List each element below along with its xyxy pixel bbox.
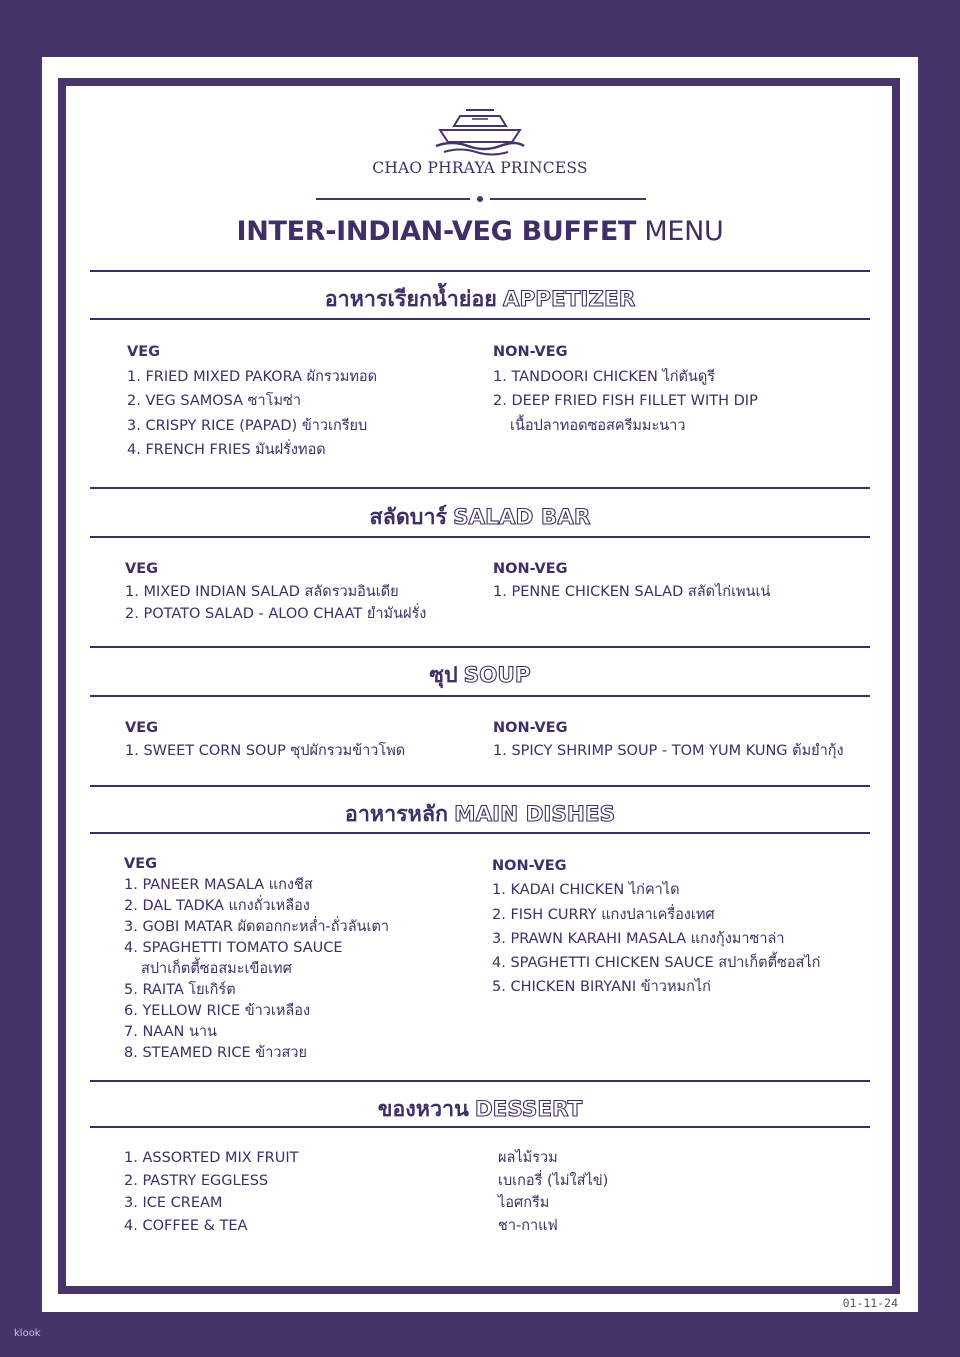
list-item: 8. STEAMED RICE ข้าวสวย — [124, 1045, 307, 1061]
list-item: 1. KADAI CHICKEN ไก่คาได — [492, 882, 680, 899]
column-head: NON-VEG — [493, 720, 568, 736]
list-item: 2. POTATO SALAD - ALOO CHAAT ยำมันฝรั่ง — [125, 606, 427, 622]
list-item: 5. CHICKEN BIRYANI ข้าวหมกไก่ — [492, 979, 711, 996]
list-item: 1. PENNE CHICKEN SALAD สลัดไก่เพนเน่ — [493, 583, 771, 600]
list-item: 5. RAITA โยเกิร์ต — [124, 982, 236, 998]
section-thai: สลัดบาร์ — [369, 505, 448, 530]
list-item: 3. ICE CREAM — [124, 1195, 223, 1211]
column-head: VEG — [125, 561, 159, 577]
column-head: NON-VEG — [493, 344, 568, 360]
list-item: 7. NAAN นาน — [124, 1024, 217, 1040]
list-item: 4. FRENCH FRIES มันฝรั่งทอด — [127, 442, 326, 458]
list-item: 4. SPAGHETTI CHICKEN SAUCE สปาเก็ตตี้ซอสไก่ — [492, 955, 821, 972]
menu-title — [0, 216, 960, 247]
column-head: VEG — [124, 856, 158, 872]
appetizer-veg-column — [127, 340, 377, 463]
list-item: 2. VEG SAMOSA ซาโมซ่า — [127, 393, 301, 409]
list-item-sub: เนื้อปลาทอดซอสครีมมะนาว — [510, 417, 686, 434]
divider — [90, 487, 870, 489]
dessert-th-column — [498, 1147, 608, 1237]
divider — [90, 1126, 870, 1128]
brand-rule-right — [490, 198, 646, 200]
section-thai: ของหวาน — [377, 1097, 469, 1122]
list-item: ผลไม้รวม — [498, 1150, 558, 1166]
salad-veg-column — [125, 558, 426, 626]
divider — [90, 785, 870, 787]
brand-header — [0, 106, 960, 177]
brand-rule-left — [316, 198, 470, 200]
list-item: 2. FISH CURRY แกงปลาเครื่องเทศ — [492, 906, 715, 923]
menu-date: 01-11-24 — [842, 1296, 898, 1310]
list-item: 1. MIXED INDIAN SALAD สลัดรวมอินเดีย — [125, 583, 399, 600]
brand-dot — [477, 196, 483, 202]
column-head: VEG — [125, 720, 159, 736]
list-item: 3. GOBI MATAR ผัดดอกกะหล่ำ-ถั่วลันเตา — [124, 919, 390, 935]
section-title-main — [0, 797, 960, 831]
column-head: VEG — [127, 344, 161, 360]
section-title-salad — [0, 500, 960, 534]
divider — [90, 1080, 870, 1082]
menu-title-regular: MENU — [644, 216, 724, 247]
section-thai: อาหารเรียกน้ำย่อย — [324, 287, 497, 312]
soup-nonveg-column — [493, 717, 844, 762]
dessert-en-column — [124, 1147, 299, 1237]
main-nonveg-column — [492, 854, 820, 1000]
list-item: 2. DEEP FRIED FISH FILLET WITH DIP — [493, 393, 758, 409]
section-thai: ซุป — [429, 663, 458, 688]
divider — [90, 832, 870, 834]
divider — [90, 318, 870, 320]
main-veg-column — [124, 854, 389, 1064]
column-head: NON-VEG — [493, 561, 568, 577]
list-item: เบเกอรี่ (ไม่ใส่ไข่) — [498, 1172, 609, 1189]
boat-logo-icon — [432, 106, 528, 156]
list-item: 1. PANEER MASALA แกงชีส — [124, 877, 313, 893]
divider — [90, 646, 870, 648]
column-head: NON-VEG — [492, 858, 567, 874]
list-item: 3. PRAWN KARAHI MASALA แกงกุ้งมาซาล่า — [492, 930, 785, 947]
menu-title-bold: INTER-INDIAN-VEG BUFFET — [236, 216, 637, 247]
divider — [90, 536, 870, 538]
section-title-dessert — [0, 1092, 960, 1126]
list-item: 1. TANDOORI CHICKEN ไก่ตันดูรี — [493, 368, 716, 385]
section-thai: อาหารหลัก — [344, 802, 449, 827]
section-en: SOUP — [463, 663, 531, 688]
list-item: 2. PASTRY EGGLESS — [124, 1172, 269, 1189]
section-en: APPETIZER — [502, 287, 636, 312]
list-item: 1. SWEET CORN SOUP ซุปผักรวมข้าวโพด — [125, 742, 406, 759]
divider — [90, 695, 870, 697]
section-title-soup — [0, 658, 960, 692]
list-item: 2. DAL TADKA แกงถั่วเหลือง — [124, 898, 310, 914]
list-item: 3. CRISPY RICE (PAPAD) ข้าวเกรียบ — [127, 417, 368, 434]
section-en: MAIN DISHES — [454, 802, 616, 827]
appetizer-nonveg-column — [493, 340, 758, 438]
soup-veg-column — [125, 717, 405, 762]
salad-nonveg-column — [493, 558, 770, 603]
list-item: 1. FRIED MIXED PAKORA ผักรวมทอด — [127, 368, 378, 385]
section-en: DESSERT — [474, 1097, 583, 1122]
brand-name: CHAO PHRAYA PRINCESS — [372, 159, 588, 177]
list-item: ไอศกรีม — [498, 1195, 550, 1211]
list-item: 1. SPICY SHRIMP SOUP - TOM YUM KUNG ต้มยำกุ้ง — [493, 742, 844, 759]
divider — [90, 270, 870, 272]
list-item: ชา-กาแฟ — [498, 1217, 558, 1234]
watermark: klook — [14, 1328, 41, 1339]
list-item-sub: สปาเก็ตตี้ซอสมะเขือเทศ — [141, 961, 292, 977]
list-item: 6. YELLOW RICE ข้าวเหลือง — [124, 1003, 311, 1019]
section-en: SALAD BAR — [453, 505, 591, 530]
list-item: 4. SPAGHETTI TOMATO SAUCE — [124, 940, 343, 956]
list-item: 1. ASSORTED MIX FRUIT — [124, 1150, 299, 1166]
list-item: 4. COFFEE & TEA — [124, 1217, 248, 1234]
section-title-appetizer — [0, 282, 960, 316]
